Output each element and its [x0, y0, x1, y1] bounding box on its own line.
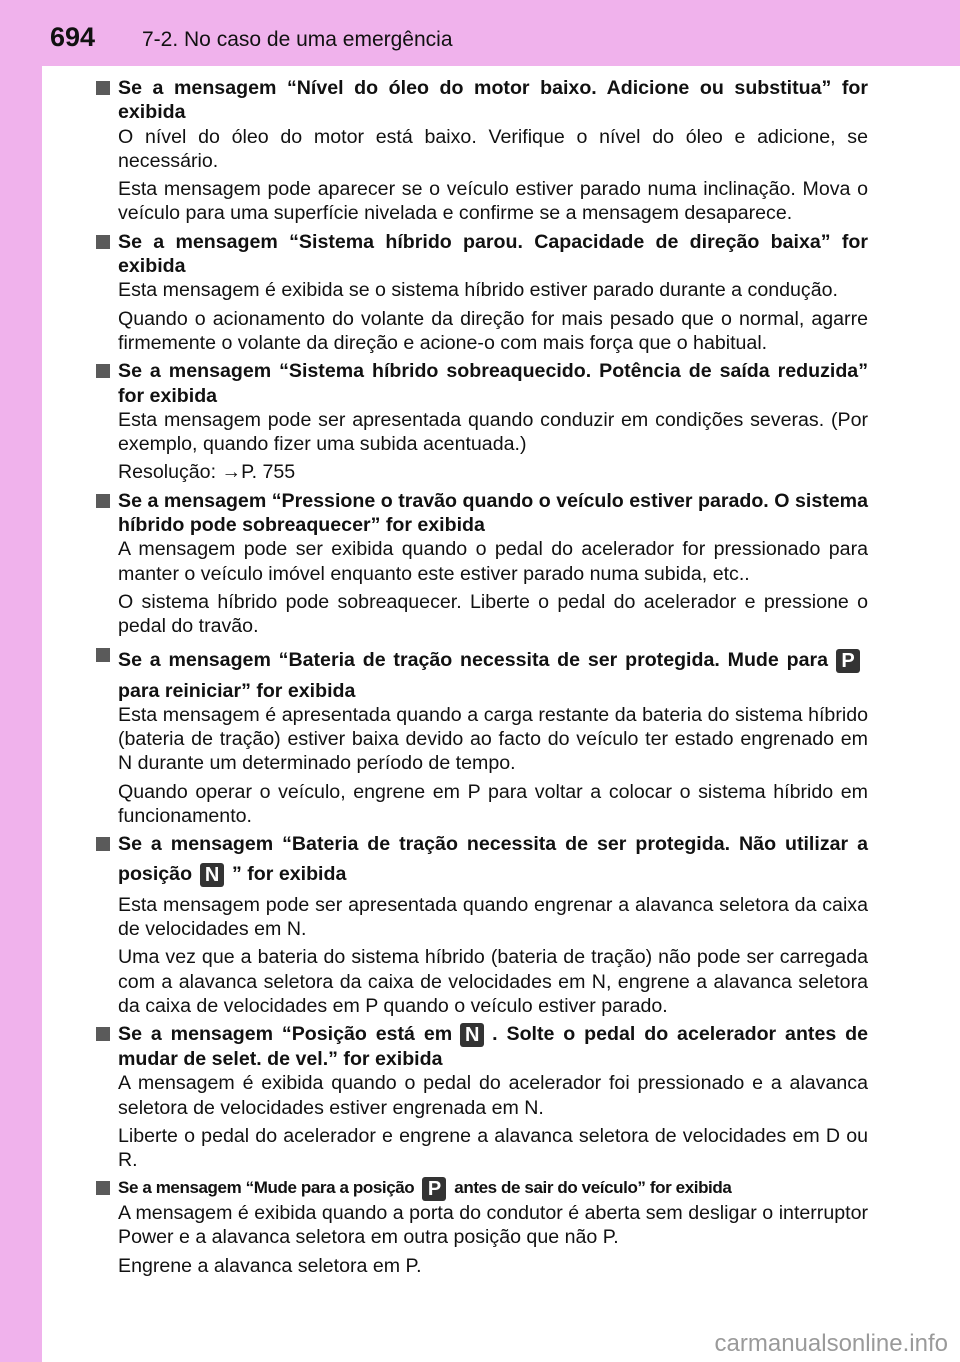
section-paragraph: Quando o acionamento do volante da direção for mais pesado que o normal, agarre firmemente o volante da direção e acione-o com mais força que o habitual. — [118, 307, 868, 354]
square-bullet-icon — [96, 235, 110, 249]
square-bullet-icon — [96, 837, 110, 851]
heading-text-before-key: Se a mensagem “Bateria de tração necessita de ser protegida. Não utilizar a posição — [118, 833, 868, 885]
section-heading — [118, 643, 868, 703]
section-battery-not-n — [96, 832, 868, 1018]
section-paragraph: Esta mensagem é apresentada quando a carga restante da bateria do sistema híbrido (bateria de tração) estiver baixa devido ao facto do veículo ter estado engrenado em N durante um determinado período de tempo. — [118, 703, 868, 775]
section-paragraph: Engrene a alavanca seletora em P. — [118, 1254, 422, 1277]
square-bullet-icon — [96, 81, 110, 95]
section-shift-p-before-exit — [96, 1176, 868, 1277]
section-heading — [118, 832, 868, 892]
section-paragraph: O sistema híbrido pode sobreaquecer. Liberte o pedal do acelerador e pressione o pedal do travão. — [118, 590, 868, 638]
section-paragraph: A mensagem pode ser exibida quando o pedal do acelerador for pressionado para manter o veículo imóvel enquanto este estiver parado numa subida, etc.. — [118, 538, 868, 585]
section-paragraph: Esta mensagem pode ser apresentada quando engrenar a alavanca seletora da caixa de velocidades em N. — [118, 893, 868, 940]
section-hybrid-overheated — [96, 359, 868, 484]
section-heading: Se a mensagem “Sistema híbrido parou. Capacidade de direção baixa” for exibida — [118, 230, 868, 278]
section-paragraph: A mensagem é exibida quando o pedal do acelerador foi pressionado e a alavanca seletora de velocidades estiver engrenada em N. — [118, 1072, 868, 1119]
section-paragraph: Esta mensagem pode ser apresentada quando conduzir em condições severas. (Por exemplo, quando fizer uma subida acentuada.) — [118, 408, 868, 456]
section-hybrid-stopped — [96, 230, 868, 355]
n-position-icon: N — [460, 1023, 484, 1047]
section-paragraph: Liberte o pedal do acelerador e engrene a alavanca seletora de velocidades em D ou R. — [118, 1124, 868, 1172]
heading-text-after-key: . Solte o pedal do acelerador antes de mudar de selet. de vel.” for exibida — [118, 1023, 869, 1070]
section-position-n — [96, 1022, 868, 1172]
section-paragraph: Resolução: →P. 755 — [118, 461, 296, 484]
section-paragraph: O nível do óleo do motor está baixo. Verifique o nível do óleo e adicione, se necessário. — [118, 125, 868, 172]
watermark: carmanualsonline.info — [714, 1330, 948, 1357]
p-position-icon: P — [422, 1177, 446, 1201]
n-position-icon: N — [200, 863, 224, 887]
side-color-strip — [0, 0, 42, 1362]
square-bullet-icon — [96, 1027, 110, 1041]
section-heading: Se a mensagem “Pressione o travão quando o veículo estiver parado. O sistema híbrido pode sobreaquecer” for exibida — [118, 489, 868, 537]
section-heading: Se a mensagem “Nível do óleo do motor baixo. Adicione ou substitua” for exibida — [118, 77, 868, 124]
heading-text-before-key: Se a mensagem “Bateria de tração necessita de ser protegida. Mude para — [118, 648, 828, 671]
p-position-icon: P — [836, 649, 860, 673]
section-low-oil — [96, 76, 868, 226]
section-heading — [118, 1022, 868, 1071]
section-press-brake — [96, 489, 868, 639]
section-heading: Se a mensagem “Sistema híbrido sobreaquecido. Potência de saída reduzida” for exibida — [118, 360, 868, 407]
chapter-title: 7-2. No caso de uma emergência — [142, 28, 453, 51]
heading-text-before-key: Se a mensagem “Posição está em — [118, 1023, 453, 1046]
section-paragraph: Uma vez que a bateria do sistema híbrido (bateria de tração) não pode ser carregada com a alavanca seletora da caixa de velocidades em N, engrene a alavanca seletora da caixa de velocidades em P quando o veículo estiver parado. — [118, 946, 868, 1017]
heading-text-after-key: ” for exibida — [232, 862, 347, 885]
section-paragraph: A mensagem é exibida quando a porta do condutor é aberta sem desligar o interruptor Power e a alavanca seletora em outra posição que não P. — [118, 1201, 868, 1249]
section-battery-shift-p — [96, 643, 868, 829]
section-heading — [118, 1176, 868, 1201]
square-bullet-icon — [96, 494, 110, 508]
page-number: 694 — [50, 22, 96, 52]
square-bullet-icon — [96, 1181, 110, 1195]
heading-text-after-key: para reiniciar” for exibida — [118, 679, 356, 702]
heading-text-before-key: Se a mensagem “Mude para a posição — [118, 1178, 415, 1198]
square-bullet-icon — [96, 364, 110, 378]
heading-text-after-key: antes de sair do veículo” for exibida — [454, 1178, 732, 1198]
section-paragraph: Quando operar o veículo, engrene em P para voltar a colocar o sistema híbrido em funcionamento. — [118, 780, 868, 828]
section-paragraph: Esta mensagem pode aparecer se o veículo estiver parado numa inclinação. Mova o veículo para uma superfície nivelada e confirme se a mensagem desaparece. — [118, 178, 868, 225]
section-paragraph: Esta mensagem é exibida se o sistema híbrido estiver parado durante a condução. — [118, 279, 838, 302]
square-bullet-icon — [96, 648, 110, 662]
manual-content — [96, 76, 868, 1282]
